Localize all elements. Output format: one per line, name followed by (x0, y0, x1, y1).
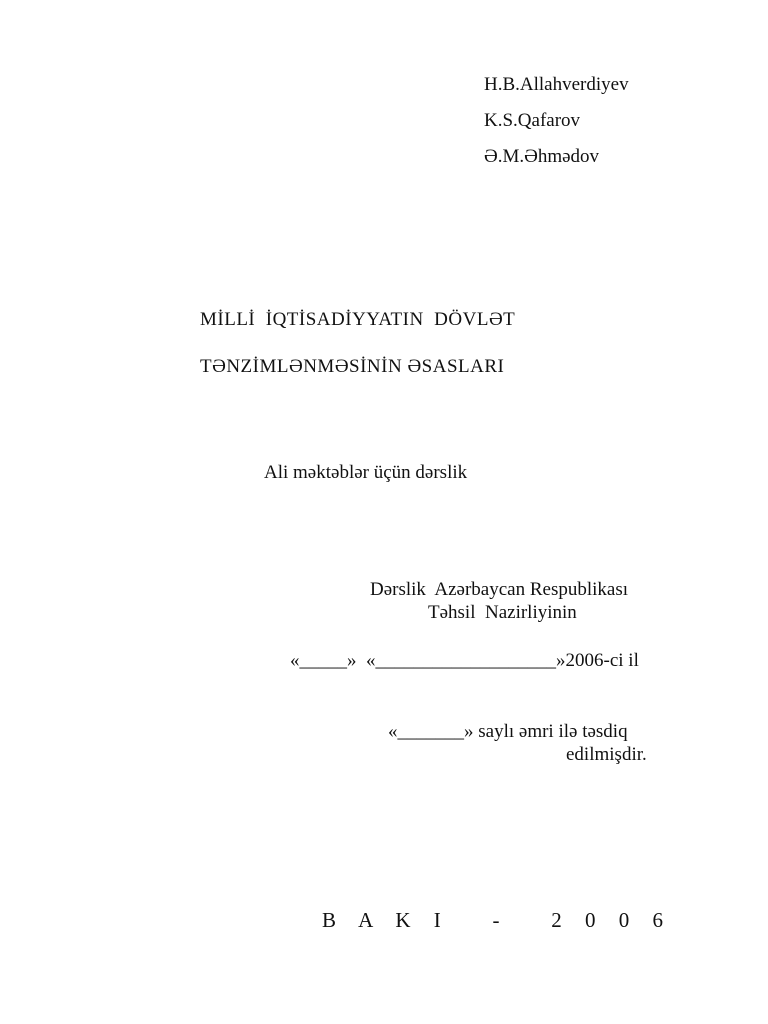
book-title-line-2: TƏNZİMLƏNMƏSİNİN ƏSASLARI (200, 356, 505, 377)
book-subtitle: Ali məktəblər üçün dərslik (264, 462, 468, 483)
city-year: B A K I - 2 0 0 6 (322, 908, 673, 932)
author-name-1: H.B.Allahverdiyev (484, 74, 629, 95)
approval-line-2: Təhsil Nazirliyinin (428, 602, 577, 623)
author-name-3: Ə.M.Əhmədov (484, 146, 600, 167)
book-title-line-1: MİLLİ İQTİSADİYYATIN DÖVLƏT (200, 309, 516, 330)
author-name-2: K.S.Qafarov (484, 110, 581, 131)
approval-line-1: Dərslik Azərbaycan Respublikası (370, 579, 629, 600)
approval-order-line: «_______» saylı əmri ilə təsdiq (388, 721, 628, 742)
approval-closing: edilmişdir. (566, 744, 647, 765)
approval-date-line: «_____» «___________________»2006-ci il (290, 650, 639, 671)
